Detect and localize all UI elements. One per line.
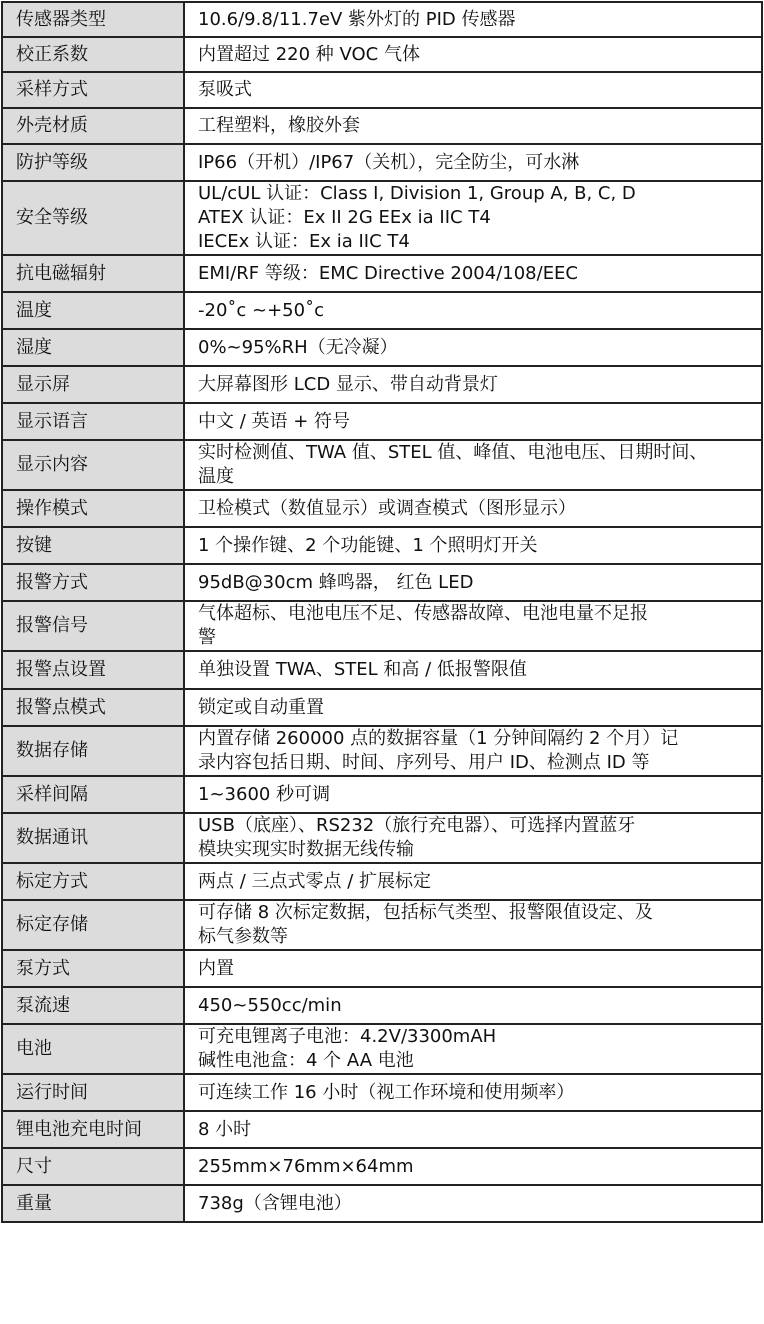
spec-label: 报警方式 (2, 564, 184, 601)
spec-row (2, 813, 762, 863)
spec-row (2, 726, 762, 776)
spec-value (184, 1185, 762, 1222)
spec-value-line: 738g（含锂电池） (198, 1192, 352, 1214)
spec-value (184, 987, 762, 1024)
spec-value-line: EMI/RF 等级：EMC Directive 2004/108/EEC (198, 262, 579, 284)
spec-value (184, 366, 762, 403)
spec-value (184, 37, 762, 72)
spec-value-line: 卫检模式（数值显示）或调查模式（图形显示） (198, 497, 576, 519)
spec-value-line: 可充电锂离子电池：4.2V/3300mAH (198, 1026, 497, 1047)
spec-value (184, 863, 762, 900)
spec-value-line: 0%~95%RH（无冷凝） (198, 336, 398, 358)
spec-value-line: 单独设置 TWA、STEL 和高 / 低报警限值 (198, 659, 527, 680)
spec-value (184, 181, 762, 255)
spec-value-line: 10.6/9.8/11.7eV 紫外灯的 PID 传感器 (198, 8, 516, 30)
spec-value-line: 可连续工作 16 小时（视工作环境和使用频率） (198, 1081, 575, 1103)
spec-label: 重量 (2, 1185, 184, 1222)
spec-value (184, 403, 762, 440)
spec-value (184, 490, 762, 527)
spec-value-line: 内置 (198, 957, 234, 979)
spec-value (184, 144, 762, 181)
spec-value-line: 泵吸式 (198, 79, 252, 100)
spec-label: 泵流速 (2, 987, 184, 1024)
spec-value (184, 72, 762, 108)
spec-row (2, 1024, 762, 1074)
spec-row (2, 255, 762, 292)
spec-label: 采样间隔 (2, 776, 184, 813)
spec-value-line: IP66（开机）/IP67（关机），完全防尘，可水淋 (198, 151, 580, 173)
spec-row (2, 329, 762, 366)
spec-value (184, 813, 762, 863)
spec-value-line: 1~3600 秒可调 (198, 783, 331, 805)
spec-value-line: 气体超标、电池电压不足、传感器故障、电池电量不足报 (198, 603, 648, 624)
spec-row (2, 1185, 762, 1222)
spec-value-line: ATEX 认证：Ex II 2G EEx ia IIC T4 (198, 207, 491, 228)
spec-row (2, 601, 762, 651)
spec-row (2, 900, 762, 950)
spec-value (184, 108, 762, 144)
spec-value (184, 564, 762, 601)
spec-value-line: 内置超过 220 种 VOC 气体 (198, 43, 420, 65)
spec-label: 校正系数 (2, 37, 184, 72)
spec-value-line: 450~550cc/min (198, 994, 342, 1016)
spec-value-line: 录内容包括日期、时间、序列号、用户 ID、检测点 ID 等 (198, 752, 650, 773)
spec-label: 操作模式 (2, 490, 184, 527)
spec-value-line: 温度 (198, 466, 234, 487)
spec-label: 显示语言 (2, 403, 184, 440)
spec-label: 安全等级 (2, 181, 184, 255)
spec-value-line: -20˚c ~+50˚c (198, 299, 324, 321)
spec-table-body (2, 2, 762, 1222)
spec-row (2, 689, 762, 726)
spec-value-line: 实时检测值、TWA 值、STEL 值、峰值、电池电压、日期时间、 (198, 442, 708, 463)
spec-value (184, 601, 762, 651)
spec-value (184, 1111, 762, 1148)
spec-label: 锂电池充电时间 (2, 1111, 184, 1148)
spec-value-line: IECEx 认证：Ex ia IIC T4 (198, 231, 410, 252)
spec-table (1, 1, 763, 1223)
spec-label: 抗电磁辐射 (2, 255, 184, 292)
spec-row (2, 1148, 762, 1185)
spec-label: 尺寸 (2, 1148, 184, 1185)
spec-row (2, 292, 762, 329)
spec-value-line: USB（底座）、RS232（旅行充电器）、可选择内置蓝牙 (198, 815, 636, 836)
spec-value (184, 726, 762, 776)
spec-value (184, 292, 762, 329)
spec-row (2, 527, 762, 564)
spec-row (2, 366, 762, 403)
spec-label: 按键 (2, 527, 184, 564)
spec-label: 标定存储 (2, 900, 184, 950)
spec-row (2, 651, 762, 689)
spec-value-line: 1 个操作键、2 个功能键、1 个照明灯开关 (198, 534, 538, 556)
spec-value-line: 工程塑料，橡胶外套 (198, 115, 360, 136)
spec-row (2, 1074, 762, 1111)
spec-label: 外壳材质 (2, 108, 184, 144)
spec-label: 湿度 (2, 329, 184, 366)
spec-value-line: 255mm×76mm×64mm (198, 1155, 414, 1177)
spec-value-line: UL/cUL 认证：Class I, Division 1, Group A, B, C, D (198, 183, 636, 204)
spec-label: 防护等级 (2, 144, 184, 181)
spec-label: 采样方式 (2, 72, 184, 108)
spec-value-line: 8 小时 (198, 1118, 252, 1140)
spec-value (184, 2, 762, 37)
spec-label: 报警点设置 (2, 651, 184, 689)
spec-value-line: 可存储 8 次标定数据，包括标气类型、报警限值设定、及 (198, 902, 653, 923)
spec-label: 传感器类型 (2, 2, 184, 37)
spec-row (2, 564, 762, 601)
spec-row (2, 950, 762, 987)
spec-label: 显示内容 (2, 440, 184, 490)
spec-label: 报警点模式 (2, 689, 184, 726)
spec-value-line: 碱性电池盒：4 个 AA 电池 (198, 1050, 414, 1071)
spec-value (184, 440, 762, 490)
spec-label: 报警信号 (2, 601, 184, 651)
spec-value-line: 内置存储 260000 点的数据容量（1 分钟间隔约 2 个月）记 (198, 728, 679, 749)
spec-row (2, 863, 762, 900)
spec-label: 温度 (2, 292, 184, 329)
spec-value (184, 651, 762, 689)
spec-row (2, 72, 762, 108)
spec-value-line: 95dB@30cm 蜂鸣器， 红色 LED (198, 571, 474, 593)
spec-value (184, 1074, 762, 1111)
spec-row (2, 181, 762, 255)
spec-value-line: 标气参数等 (198, 926, 288, 947)
spec-row (2, 987, 762, 1024)
spec-value (184, 950, 762, 987)
spec-value (184, 1024, 762, 1074)
spec-row (2, 403, 762, 440)
spec-label: 标定方式 (2, 863, 184, 900)
spec-row (2, 144, 762, 181)
spec-value (184, 527, 762, 564)
spec-row (2, 37, 762, 72)
spec-value-line: 两点 / 三点式零点 / 扩展标定 (198, 870, 432, 892)
spec-label: 电池 (2, 1024, 184, 1074)
spec-label: 运行时间 (2, 1074, 184, 1111)
spec-value (184, 1148, 762, 1185)
spec-value-line: 模块实现实时数据无线传输 (198, 839, 414, 860)
spec-row (2, 108, 762, 144)
spec-value-line: 中文 / 英语 + 符号 (198, 410, 351, 432)
spec-value (184, 689, 762, 726)
spec-row (2, 1111, 762, 1148)
spec-value (184, 900, 762, 950)
spec-label: 数据通讯 (2, 813, 184, 863)
spec-value-line: 锁定或自动重置 (198, 696, 324, 718)
spec-value-line: 警 (198, 627, 216, 648)
spec-value (184, 329, 762, 366)
spec-label: 泵方式 (2, 950, 184, 987)
spec-row (2, 490, 762, 527)
spec-label: 数据存储 (2, 726, 184, 776)
spec-row (2, 776, 762, 813)
spec-row (2, 440, 762, 490)
spec-row (2, 2, 762, 37)
spec-value-line: 大屏幕图形 LCD 显示、带自动背景灯 (198, 373, 498, 395)
spec-value (184, 776, 762, 813)
spec-value (184, 255, 762, 292)
spec-label: 显示屏 (2, 366, 184, 403)
